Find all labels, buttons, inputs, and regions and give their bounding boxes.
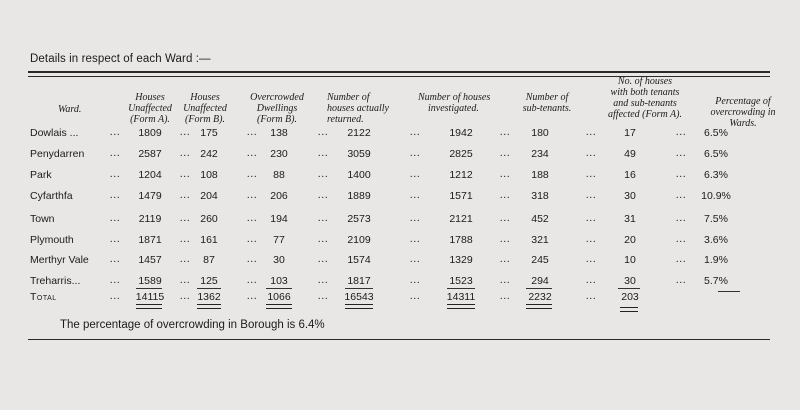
ward-name: Cyfarthfa <box>30 189 73 202</box>
leader-dots: ... <box>676 147 687 159</box>
header-subtenants: Number of sub-tenants. <box>522 92 572 114</box>
cell-subtenants: 294 <box>531 275 549 288</box>
cell-affected: 30 <box>624 275 636 288</box>
top-rule <box>28 71 770 73</box>
ward-name: Town <box>30 212 55 225</box>
table-row-total: Total ... 14115 ... 1362 ... 1066 ... 16543 ... 14311 ... 2232 ... 203 <box>0 291 800 311</box>
sum-rule <box>197 288 221 289</box>
table-row <box>0 127 800 147</box>
leader-dots: ... <box>586 127 597 138</box>
cell-subtenants: 234 <box>531 147 549 160</box>
cell-houses-form-a: 1589 <box>138 275 162 288</box>
leader-dots: ... <box>586 189 597 201</box>
leader-dots: ... <box>676 212 687 224</box>
leader-dots: ... <box>410 212 421 224</box>
leader-dots: ... <box>110 233 121 245</box>
cell-houses-form-b: 242 <box>200 147 218 160</box>
sum-rule <box>345 288 373 289</box>
cell-affected: 10 <box>624 254 636 267</box>
cell-returned: 1400 <box>347 168 371 181</box>
leader-dots: ... <box>586 168 597 180</box>
leader-dots: ... <box>110 147 121 159</box>
cell-investigated: 1523 <box>449 275 473 288</box>
sum-rule <box>718 291 740 292</box>
cell-overcrowded: 194 <box>270 212 288 225</box>
leader-dots: ... <box>500 147 511 159</box>
cell-affected: 31 <box>624 212 636 225</box>
cell-returned: 1889 <box>347 189 371 202</box>
leader-dots: ... <box>500 168 511 180</box>
cell-overcrowded: 230 <box>270 147 288 160</box>
leader-dots: ... <box>180 233 191 245</box>
total-subtenants: 2232 <box>528 291 552 303</box>
total-investigated: 14311 <box>446 291 476 303</box>
leader-dots: ... <box>500 275 511 287</box>
leader-dots: ... <box>676 233 687 245</box>
cell-investigated: 1329 <box>449 254 473 267</box>
cell-percentage: 3.6% <box>704 233 728 246</box>
sum-rule <box>618 288 640 289</box>
sum-rule <box>447 288 475 289</box>
leader-dots: ... <box>410 168 421 180</box>
total-double-rule <box>620 307 638 312</box>
cell-subtenants: 321 <box>531 233 549 246</box>
cell-houses-form-b: 175 <box>200 127 218 139</box>
leader-dots: ... <box>180 147 191 159</box>
cell-percentage: 7.5% <box>704 212 728 225</box>
cell-affected: 16 <box>624 168 636 181</box>
cell-returned: 2122 <box>347 127 371 139</box>
leader-dots: ... <box>110 275 121 287</box>
cell-returned: 1574 <box>347 254 371 267</box>
leader-dots: ... <box>247 168 258 180</box>
cell-overcrowded: 77 <box>273 233 285 246</box>
table-row <box>0 234 800 254</box>
cell-houses-form-b: 87 <box>203 254 215 267</box>
leader-dots: ... <box>318 233 329 245</box>
leader-dots: ... <box>676 254 687 266</box>
total-double-rule <box>345 304 373 309</box>
table-caption: Details in respect of each Ward :— <box>30 53 211 65</box>
ward-name: Dowlais ... <box>30 127 79 139</box>
cell-houses-form-a: 1204 <box>138 168 162 181</box>
cell-overcrowded: 138 <box>270 127 288 139</box>
sum-rule <box>136 288 162 289</box>
leader-dots: ... <box>500 189 511 201</box>
leader-dots: ... <box>180 254 191 266</box>
cell-percentage: 6.5% <box>704 127 728 139</box>
cell-percentage: 10.9% <box>701 189 731 202</box>
leader-dots: ... <box>410 275 421 287</box>
cell-investigated: 1942 <box>449 127 473 139</box>
leader-dots: ... <box>110 189 121 201</box>
header-houses-form-a: Houses Unaffected (Form A). <box>128 92 172 125</box>
leader-dots: ... <box>247 254 258 266</box>
leader-dots: ... <box>247 189 258 201</box>
cell-houses-form-b: 260 <box>200 212 218 225</box>
leader-dots: ... <box>318 127 329 138</box>
total-affected: 203 <box>621 291 639 303</box>
leader-dots: ... <box>586 275 597 287</box>
cell-percentage: 5.7% <box>704 275 728 288</box>
leader-dots: ... <box>180 189 191 201</box>
cell-returned: 3059 <box>347 147 371 160</box>
header-returned: Number of houses actually returned. <box>327 92 389 125</box>
leader-dots: ... <box>247 212 258 224</box>
leader-dots: ... <box>410 233 421 245</box>
ward-name: Park <box>30 168 52 181</box>
cell-houses-form-b: 125 <box>200 275 218 288</box>
cell-houses-form-a: 1457 <box>138 254 162 267</box>
leader-dots: ... <box>110 127 121 138</box>
cell-houses-form-a: 1479 <box>138 189 162 202</box>
leader-dots: ... <box>500 233 511 245</box>
leader-dots: ... <box>247 233 258 245</box>
total-double-rule <box>266 304 292 309</box>
ward-name: Treharris... <box>30 275 81 288</box>
leader-dots: ... <box>110 254 121 266</box>
cell-investigated: 1788 <box>449 233 473 246</box>
header-houses-form-b: Houses Unaffected (Form B). <box>183 92 227 125</box>
cell-houses-form-b: 204 <box>200 189 218 202</box>
total-houses-form-b: 1362 <box>197 291 221 303</box>
cell-subtenants: 180 <box>531 127 549 139</box>
sum-rule <box>266 288 292 289</box>
cell-houses-form-a: 1809 <box>138 127 162 139</box>
sum-rule <box>526 288 552 289</box>
leader-dots: ... <box>586 147 597 159</box>
total-houses-form-a: 14115 <box>135 291 165 303</box>
leader-dots: ... <box>500 254 511 266</box>
leader-dots: ... <box>586 212 597 224</box>
cell-returned: 2573 <box>347 212 371 225</box>
leader-dots: ... <box>676 275 687 287</box>
total-overcrowded: 1066 <box>267 291 291 303</box>
leader-dots: ... <box>247 147 258 159</box>
table-row <box>0 213 800 233</box>
leader-dots: ... <box>318 212 329 224</box>
leader-dots: ... <box>410 254 421 266</box>
leader-dots: ... <box>180 127 191 138</box>
cell-affected: 49 <box>624 147 636 160</box>
cell-investigated: 2825 <box>449 147 473 160</box>
total-double-rule <box>447 304 475 309</box>
cell-investigated: 2121 <box>449 212 473 225</box>
leader-dots: ... <box>318 275 329 287</box>
leader-dots: ... <box>180 275 191 287</box>
header-overcrowded: Overcrowded Dwellings (Form B). <box>250 92 304 125</box>
cell-affected: 30 <box>624 189 636 202</box>
cell-houses-form-a: 2119 <box>138 212 162 225</box>
cell-overcrowded: 103 <box>270 275 288 288</box>
leader-dots: ... <box>247 127 258 138</box>
leader-dots: ... <box>500 127 511 138</box>
cell-investigated: 1212 <box>449 168 473 181</box>
total-double-rule <box>526 304 552 309</box>
leader-dots: ... <box>110 168 121 180</box>
leader-dots: ... <box>247 275 258 287</box>
cell-returned: 1817 <box>347 275 371 288</box>
cell-investigated: 1571 <box>449 189 473 202</box>
cell-percentage: 6.5% <box>704 147 728 160</box>
cell-houses-form-a: 2587 <box>138 147 162 160</box>
bottom-rule <box>28 339 770 340</box>
cell-overcrowded: 30 <box>273 254 285 267</box>
ward-name: Merthyr Vale <box>30 254 89 267</box>
cell-overcrowded: 206 <box>270 189 288 202</box>
cell-percentage: 6.3% <box>704 168 728 181</box>
footnote: The percentage of overcrowding in Borough is 6.4% <box>60 319 325 331</box>
cell-affected: 17 <box>624 127 636 139</box>
cell-returned: 2109 <box>347 233 371 246</box>
leader-dots: ... <box>410 147 421 159</box>
ward-name: Plymouth <box>30 233 74 246</box>
header-percentage: Percentage of overcrowding in Wards. <box>710 96 776 129</box>
cell-houses-form-b: 108 <box>200 168 218 181</box>
table-row <box>0 169 800 189</box>
leader-dots: ... <box>318 189 329 201</box>
table-row <box>0 190 800 210</box>
leader-dots: ... <box>586 233 597 245</box>
ward-name: Penydarren <box>30 147 85 160</box>
header-affected: No. of houses with both tenants and sub-tenants affected (Form A). <box>608 76 682 120</box>
table-row <box>0 148 800 168</box>
total-returned: 16543 <box>344 291 374 303</box>
leader-dots: ... <box>110 212 121 224</box>
cell-houses-form-b: 161 <box>200 233 218 246</box>
total-label: Total <box>30 291 57 303</box>
leader-dots: ... <box>318 168 329 180</box>
leader-dots: ... <box>676 127 687 138</box>
leader-dots: ... <box>586 254 597 266</box>
leader-dots: ... <box>318 147 329 159</box>
cell-subtenants: 245 <box>531 254 549 267</box>
leader-dots: ... <box>180 168 191 180</box>
cell-percentage: 1.9% <box>704 254 728 267</box>
cell-subtenants: 452 <box>531 212 549 225</box>
leader-dots: ... <box>410 189 421 201</box>
leader-dots: ... <box>318 254 329 266</box>
leader-dots: ... <box>180 212 191 224</box>
total-double-rule <box>136 304 162 309</box>
cell-subtenants: 188 <box>531 168 549 181</box>
leader-dots: ... <box>676 168 687 180</box>
cell-subtenants: 318 <box>531 189 549 202</box>
leader-dots: ... <box>410 127 421 138</box>
cell-affected: 20 <box>624 233 636 246</box>
leader-dots: ... <box>500 212 511 224</box>
leader-dots: ... <box>676 189 687 201</box>
header-ward: Ward. <box>58 104 82 115</box>
header-investigated: Number of houses investigated. <box>418 92 491 114</box>
table-row <box>0 254 800 274</box>
cell-overcrowded: 88 <box>273 168 285 181</box>
cell-houses-form-a: 1871 <box>138 233 162 246</box>
total-double-rule <box>197 304 221 309</box>
